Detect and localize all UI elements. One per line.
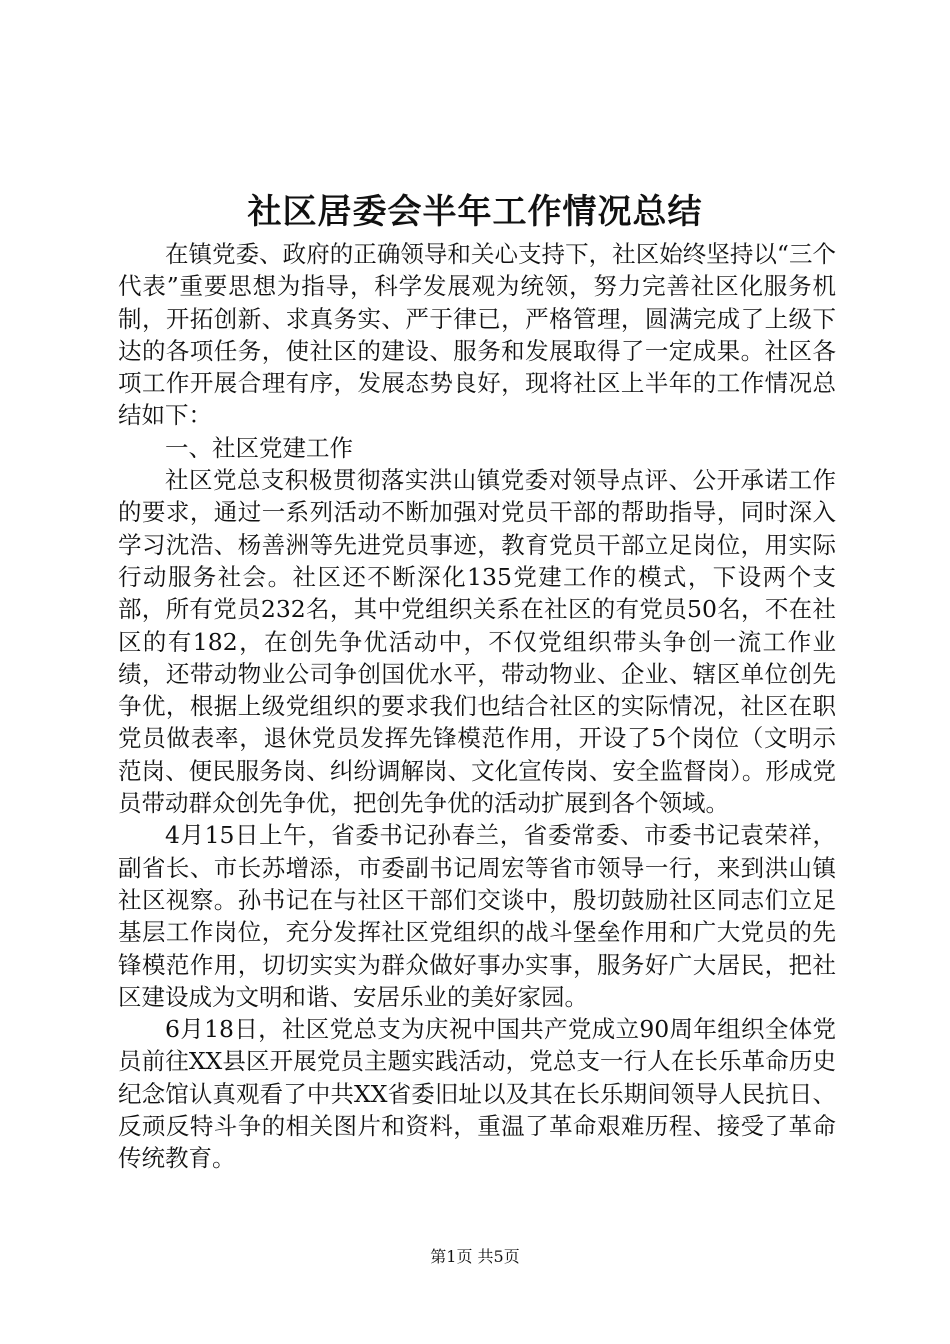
section-heading-party-building: 一、社区党建工作 [165,433,353,462]
june-activity-paragraph: 6月18日，社区党总支为庆祝中国共产党成立90周年组织全体党员前往XX县区开展党员主题实践活动，党总支一行人在长乐革命历史纪念馆认真观看了中共XX省委旧址以及其在长乐期间领导人民抗日、反顽反特斗争的相关图片和资料，重温了革命艰难历程、接受了革命传统教育。 [118,1015,836,1173]
document-title: 社区居委会半年工作情况总结 [247,192,703,232]
party-building-paragraph: 社区党总支积极贯彻落实洪山镇党委对领导点评、公开承诺工作的要求，通过一系列活动不断加强对党员干部的帮助指导，同时深入学习沈浩、杨善洲等先进党员事迹，教育党员干部立足岗位，用实际行动服务社会。社区还不断深化135党建工作的模式，下设两个支部，所有党员232名，其中党组织关系在社区的有党员50名，不在社区的有182，在创先争优活动中，不仅党组织带头争创一流工作业绩，还带动物业公司争创国优水平，带动物业、企业、辖区单位创先争优，根据上级党组织的要求我们也结合社区的实际情况，社区在职党员做表率，退休党员发挥先锋模范作用，开设了5个岗位（文明示范岗、便民服务岗、纠纷调解岗、文化宣传岗、安全监督岗）。形成党员带动群众创先争优，把创先争优的活动扩展到各个领域。 [118,466,836,818]
april-visit-paragraph: 4月15日上午，省委书记孙春兰，省委常委、市委书记袁荣祥，副省长、市长苏增添，市委副书记周宏等省市领导一行，来到洪山镇社区视察。孙书记在与社区干部们交谈中，殷切鼓励社区同志们立足基层工作岗位，充分发挥社区党组织的战斗堡垒作用和广大党员的先锋模范作用，切切实实为群众做好事办实事，服务好广大居民，把社区建设成为文明和谐、安居乐业的美好家园。 [118,821,836,1011]
document-body [118,238,836,1175]
page-number-footer: 第1页 共5页 [430,1247,520,1266]
intro-paragraph: 在镇党委、政府的正确领导和关心支持下，社区始终坚持以“三个代表”重要思想为指导，科学发展观为统领，努力完善社区化服务机制，开拓创新、求真务实、严于律已，严格管理，圆满完成了上级下达的各项任务，使社区的建设、服务和发展取得了一定成果。社区各项工作开展合理有序，发展态势良好，现将社区上半年的工作情况总结如下： [118,240,836,430]
